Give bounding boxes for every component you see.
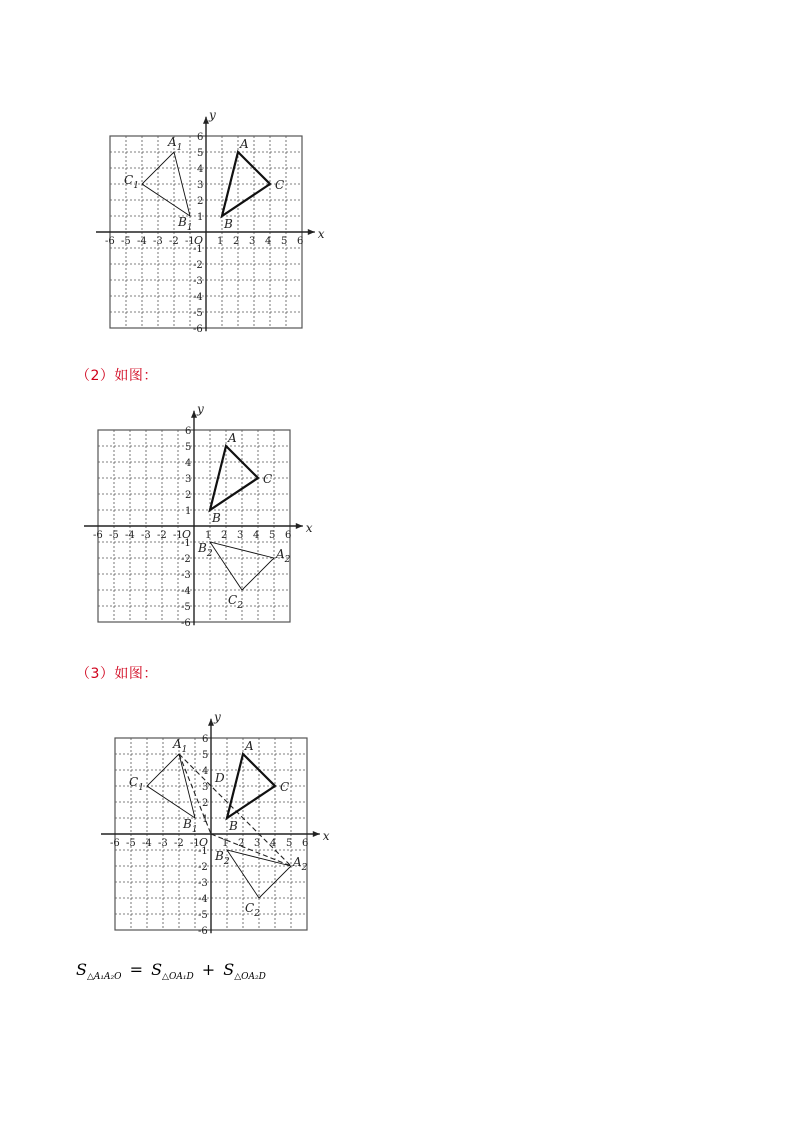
x-tick-label: -5 <box>121 236 131 247</box>
y-tick-label: -5 <box>193 308 203 319</box>
formula-term-1-sub: △OA₁D <box>162 972 194 982</box>
y-tick-label: 3 <box>185 474 192 485</box>
y-tick-label: 4 <box>197 164 204 175</box>
y-tick-label: 4 <box>185 458 192 469</box>
x-tick-label: -6 <box>110 838 120 849</box>
caption-part-2: （2）如图： <box>76 368 158 384</box>
x-tick-label: 5 <box>281 236 288 247</box>
x-tick-label: 2 <box>221 530 228 541</box>
x-tick-label: 4 <box>253 530 260 541</box>
vertex-label-B1: $B_1$ <box>183 817 198 835</box>
x-tick-label: 2 <box>238 838 245 849</box>
vertex-label-C1: $C_1$ <box>129 775 144 793</box>
x-tick-label: -4 <box>137 236 147 247</box>
y-tick-label: -3 <box>181 570 191 581</box>
formula-lhs-sub: △A₁A₂O <box>86 972 122 982</box>
x-tick-label: -4 <box>125 530 135 541</box>
x-tick-label: -3 <box>158 838 168 849</box>
origin-label: O <box>199 836 209 849</box>
coordinate-figure-2 <box>84 398 314 630</box>
vertex-label-C2: $C_2$ <box>245 901 260 919</box>
y-tick-label: 2 <box>197 196 204 207</box>
x-axis-arrow <box>296 523 303 529</box>
x-axis-arrow <box>308 229 315 235</box>
y-tick-label: 1 <box>185 506 192 517</box>
x-tick-label: -1 <box>173 530 183 541</box>
x-tick-label: -1 <box>190 838 200 849</box>
y-tick-label: 5 <box>185 442 192 453</box>
vertex-label-A2: $A_2$ <box>293 855 308 873</box>
y-tick-label: -1 <box>198 846 208 857</box>
x-tick-label: -2 <box>169 236 179 247</box>
x-axis-label: x <box>322 829 330 843</box>
y-tick-label: 5 <box>202 750 209 761</box>
x-tick-label: 6 <box>302 838 309 849</box>
x-tick-label: 1 <box>222 838 229 849</box>
origin-label: O <box>182 528 192 541</box>
x-tick-label: -5 <box>126 838 136 849</box>
x-tick-label: 1 <box>217 236 224 247</box>
y-tick-label: 2 <box>185 490 192 501</box>
formula-term-2-sub: △OA₂D <box>234 972 266 982</box>
x-tick-label: -6 <box>105 236 115 247</box>
x-tick-label: 5 <box>269 530 276 541</box>
x-tick-label: 3 <box>249 236 256 247</box>
vertex-label-B: B <box>229 819 238 833</box>
x-tick-label: -5 <box>109 530 119 541</box>
vertex-label-A2: $A_2$ <box>276 547 291 565</box>
vertex-label-B2: $B_2$ <box>198 541 213 559</box>
vertex-label-A1: $A_1$ <box>168 135 183 153</box>
vertex-label-A: A <box>240 137 249 151</box>
vertex-label-C1: $C_1$ <box>124 173 139 191</box>
y-tick-label: -4 <box>193 292 203 303</box>
y-tick-label: 3 <box>197 180 204 191</box>
y-tick-label: 1 <box>197 212 204 223</box>
caption-part-3: （3）如图： <box>76 666 158 682</box>
area-formula <box>76 960 266 982</box>
vertex-label-B2: $B_2$ <box>215 849 230 867</box>
vertex-label-C: C <box>280 780 290 794</box>
x-axis-label: x <box>305 521 313 535</box>
point-label-D: D <box>215 771 225 785</box>
formula-term-1: S <box>151 960 163 979</box>
vertex-label-B: B <box>212 511 221 525</box>
x-tick-label: 2 <box>233 236 240 247</box>
x-tick-label: 6 <box>297 236 304 247</box>
formula-lhs: S <box>76 960 87 979</box>
x-tick-label: -1 <box>185 236 195 247</box>
x-axis-label: x <box>317 227 325 241</box>
x-tick-label: 3 <box>254 838 261 849</box>
y-tick-label: 1 <box>202 814 209 825</box>
vertex-label-A1: $A_1$ <box>173 737 188 755</box>
origin-label: O <box>194 234 204 247</box>
vertex-label-C: C <box>263 472 273 486</box>
vertex-label-B1: $B_1$ <box>178 215 193 233</box>
y-tick-label: 5 <box>197 148 204 159</box>
y-tick-label: 6 <box>202 734 209 745</box>
y-tick-label: -4 <box>181 586 191 597</box>
vertex-label-A: A <box>228 431 237 445</box>
y-tick-label: -5 <box>198 910 208 921</box>
y-tick-label: -6 <box>181 618 191 629</box>
y-tick-label: 6 <box>185 426 192 437</box>
x-tick-label: -3 <box>141 530 151 541</box>
y-tick-label: -4 <box>198 894 208 905</box>
dashed-helper-line <box>179 754 291 866</box>
y-tick-label: 2 <box>202 798 209 809</box>
x-tick-label: -3 <box>153 236 163 247</box>
coordinate-figure-1 <box>96 104 326 336</box>
coordinate-figure-3 <box>101 706 331 938</box>
y-tick-label: -6 <box>193 324 203 335</box>
y-axis-label: y <box>214 709 221 724</box>
y-axis-label: y <box>209 107 216 122</box>
x-tick-label: -2 <box>157 530 167 541</box>
y-tick-label: -2 <box>181 554 191 565</box>
y-tick-label: -1 <box>181 538 191 549</box>
y-tick-label: -2 <box>193 260 203 271</box>
y-tick-label: -3 <box>198 878 208 889</box>
x-tick-label: 3 <box>237 530 244 541</box>
formula-term-2: S <box>223 960 235 979</box>
y-tick-label: -5 <box>181 602 191 613</box>
y-tick-label: -1 <box>193 244 203 255</box>
x-tick-label: -2 <box>174 838 184 849</box>
x-tick-label: 6 <box>285 530 292 541</box>
vertex-label-A: A <box>245 739 254 753</box>
x-tick-label: -4 <box>142 838 152 849</box>
vertex-label-B: B <box>224 217 233 231</box>
y-tick-label: 3 <box>202 782 209 793</box>
vertex-label-C2: $C_2$ <box>228 593 243 611</box>
y-tick-label: -3 <box>193 276 203 287</box>
x-tick-label: 1 <box>205 530 212 541</box>
y-tick-label: -6 <box>198 926 208 937</box>
x-tick-label: 4 <box>270 838 277 849</box>
vertex-label-C: C <box>275 178 285 192</box>
x-axis-arrow <box>313 831 320 837</box>
formula-plus: + <box>201 960 216 979</box>
y-axis-label: y <box>197 401 204 416</box>
y-tick-label: 6 <box>197 132 204 143</box>
formula-equals: = <box>129 960 143 979</box>
y-tick-label: 4 <box>202 766 209 777</box>
y-tick-label: -2 <box>198 862 208 873</box>
x-tick-label: 5 <box>286 838 293 849</box>
x-tick-label: 4 <box>265 236 272 247</box>
x-tick-label: -6 <box>93 530 103 541</box>
